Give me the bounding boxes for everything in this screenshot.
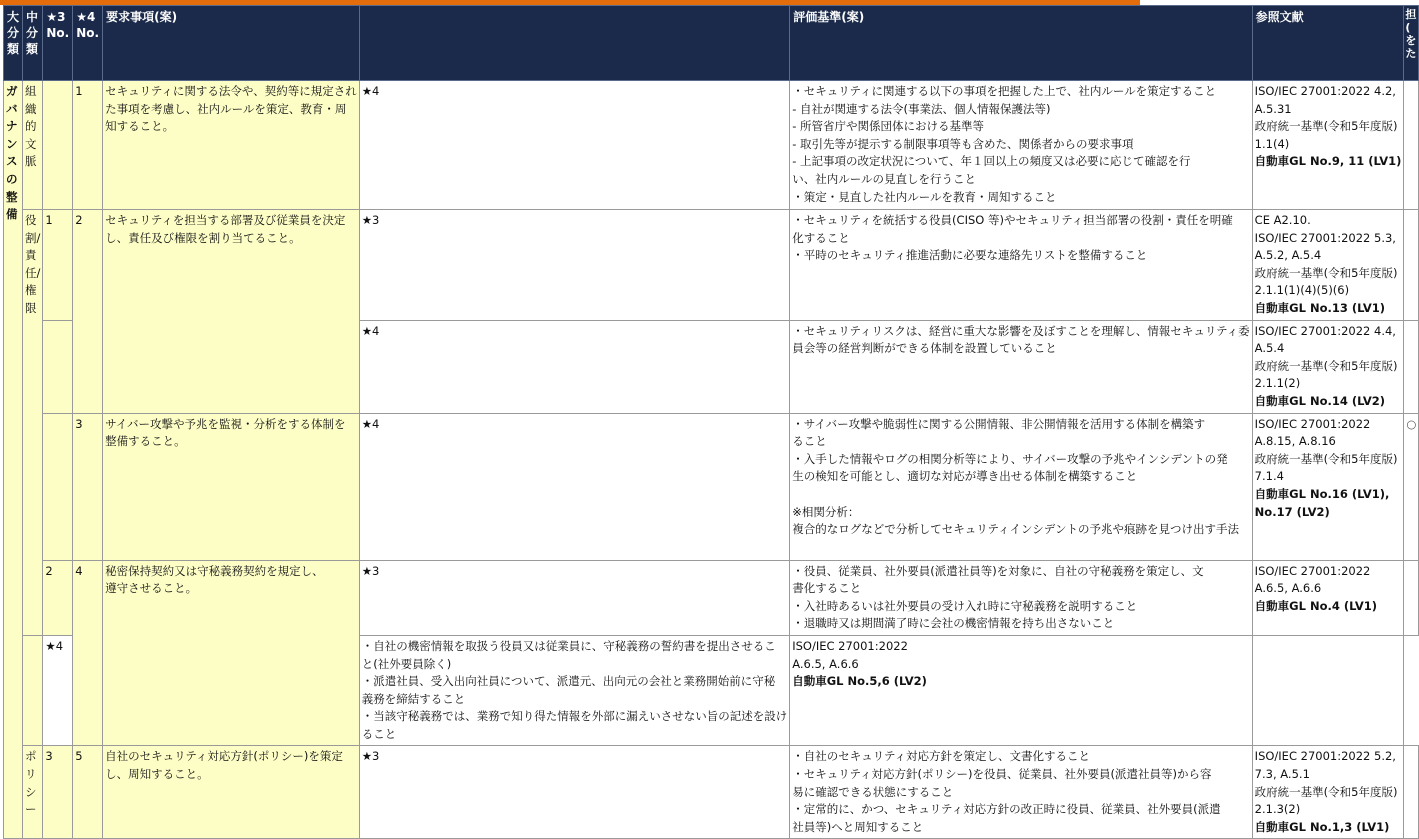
- text-line: 自動車GL No.14 (LV2): [1254, 393, 1386, 408]
- text-line: ・策定・見直した社内ルールを教育・周知すること: [792, 189, 1057, 204]
- text-line: 政府統一基準(令和5年度版): [1254, 119, 1398, 134]
- criteria-cell: [790, 210, 1252, 321]
- star3-no-cell: 3: [43, 746, 73, 839]
- text-line: 自動車GL No.1,3 (LV1): [1254, 819, 1390, 834]
- text-line: い、社内ルールの見直しを行うこと: [792, 171, 976, 186]
- text-line: ・セキュリティ対応方針(ポリシー)を役員、従業員、社外要員(派遣社員等)から容: [792, 767, 1212, 782]
- header-major-category: 大分類: [4, 6, 23, 81]
- criteria-cell: [359, 635, 790, 746]
- major-category-cell: ガバナンスの整備: [4, 81, 23, 839]
- text-line: A.5.2, A.5.4: [1254, 248, 1322, 263]
- requirement-cell: [103, 746, 360, 839]
- table-row: [4, 413, 1419, 560]
- criteria-cell: [790, 746, 1252, 839]
- text-line: ・平時のセキュリティ推進活動に必要な連絡先リストを整備すること: [792, 248, 1148, 263]
- text-line: ・自社の機密情報を取扱う役員又は従業員に、守秘義務の誓約書を提出させるこ: [361, 638, 776, 653]
- extra-cell: [1404, 320, 1419, 413]
- text-line: 自動車GL No.16 (LV1),: [1254, 486, 1390, 501]
- star3-no-cell: [43, 81, 73, 210]
- text-line: 秘密保持契約又は守秘義務契約を規定し、: [105, 563, 324, 578]
- text-line: ISO/IEC 27001:2022 4.4,: [1254, 323, 1396, 338]
- header-criteria: 評価基準(案): [790, 6, 1252, 81]
- text-line: し、責任及び権限を割り当てること。: [105, 230, 301, 245]
- text-line: た事項を考慮し、社内ルールを策定、教育・周: [105, 101, 347, 116]
- star4-no-cell: 4: [73, 560, 103, 746]
- level-cell: ★4: [359, 413, 790, 560]
- requirement-cell: [103, 210, 360, 414]
- text-line: 政府統一基準(令和5年度版): [1254, 451, 1398, 466]
- star4-no-cell: 3: [73, 413, 103, 560]
- reference-cell: [790, 635, 1252, 746]
- text-line: ISO/IEC 27001:2022: [1254, 563, 1371, 578]
- star4-no-cell: 2: [73, 210, 103, 414]
- text-line: - 取引先等が提示する制限事項等も含めた、関係者からの要求事項: [792, 136, 1134, 151]
- header-requirement: 要求事項(案): [103, 6, 360, 81]
- text-line: 政府統一基準(令和5年度版): [1254, 784, 1398, 799]
- level-cell: ★3: [359, 746, 790, 839]
- level-cell: ★4: [359, 81, 790, 210]
- text-line: 自動車GL No.13 (LV1): [1254, 300, 1386, 315]
- text-line: セキュリティを担当する部署及び従業員を決定: [105, 213, 346, 227]
- text-line: 7.3, A.5.1: [1254, 767, 1310, 782]
- level-cell: ★3: [359, 210, 790, 321]
- extra-cell: [1252, 635, 1404, 746]
- text-line: ・入手した情報やログの相関分析等により、サイバー攻撃の予兆やインシデントの発: [792, 451, 1228, 466]
- text-line: ・当該守秘義務では、業務で知り得た情報を外部に漏えいさせない旨の記述を設け: [361, 709, 788, 724]
- text-line: ・サイバー攻撃や脆弱性に関する公開情報、非公開情報を活用する体制を構築す: [792, 416, 1206, 431]
- text-line: ・入社時あるいは社外要員の受け入れ時に守秘義務を説明すること: [792, 598, 1138, 613]
- text-line: 自動車GL No.5,6 (LV2): [792, 674, 927, 689]
- star3-no-cell: 2: [43, 560, 73, 635]
- requirement-cell: [103, 560, 360, 746]
- text-line: - 自社が関連する法令(事業法、個人情報保護法等): [792, 101, 1051, 116]
- text-line: セキュリティに関する法令や、契約等に規定され: [105, 84, 357, 98]
- text-line: 2.1.1(2): [1254, 376, 1301, 391]
- reference-cell: [1252, 560, 1404, 635]
- star3-no-cell: [43, 320, 73, 413]
- header-star4-no: ★4 No.: [73, 6, 103, 81]
- star3-no-cell: [23, 635, 43, 746]
- text-line: A.8.15, A.8.16: [1254, 434, 1336, 449]
- text-line: ISO/IEC 27001:2022 5.3,: [1254, 230, 1396, 245]
- text-line: No.17 (LV2): [1254, 504, 1330, 519]
- text-line: 義務を締結すること: [361, 691, 466, 706]
- reference-cell: [1252, 81, 1404, 210]
- extra-cell: ○: [1404, 413, 1419, 560]
- text-line: 整備すること。: [105, 434, 186, 449]
- text-line: 自動車GL No.9, 11 (LV1): [1254, 154, 1402, 169]
- table-row: [4, 81, 1419, 210]
- text-line: A.5.31: [1254, 101, 1292, 116]
- requirements-table: [3, 5, 1419, 839]
- text-line: 自社のセキュリティ対応方針(ポリシー)を策定: [105, 749, 343, 764]
- text-line: 社員等)へと周知すること: [792, 819, 924, 834]
- text-line: ・セキュリティを統括する役員(CISO 等)やセキュリティ担当部署の役割・責任を明確: [792, 213, 1233, 227]
- text-line: と(社外要員除く): [361, 656, 452, 671]
- header-references: 参照文献: [1252, 6, 1404, 81]
- criteria-cell: [790, 560, 1252, 635]
- mid-category-cell: 役割/責任/権限: [23, 210, 43, 636]
- text-line: 化すること: [792, 230, 850, 245]
- text-line: ISO/IEC 27001:2022: [792, 638, 908, 653]
- text-line: ISO/IEC 27001:2022 4.2,: [1254, 84, 1396, 98]
- extra-cell: [1404, 210, 1419, 321]
- text-line: 生の検知を可能とし、適切な対応が導き出せる体制を構築すること: [792, 469, 1138, 484]
- header-extra: 担 ( を た: [1404, 6, 1419, 81]
- text-line: ・セキュリティに関連する以下の事項を把握した上で、社内ルールを策定すること: [792, 84, 1217, 98]
- text-line: 政府統一基準(令和5年度版): [1254, 265, 1398, 280]
- text-line: 員会等の経営判断ができる体制を設置していること: [792, 341, 1057, 356]
- text-line: 2.1.3(2): [1254, 802, 1301, 817]
- text-line: ること: [792, 434, 827, 449]
- text-line: ・派遣社員、受入出向社員について、派遣元、出向元の会社と業務開始前に守秘: [361, 674, 776, 689]
- text-line: CE A2.10.: [1254, 213, 1311, 227]
- text-line: ・退職時又は期間満了時に会社の機密情報を持ち出さないこと: [792, 616, 1115, 631]
- text-line: ※相関分析：: [792, 504, 860, 519]
- reference-cell: [1252, 746, 1404, 839]
- level-cell: ★4: [43, 635, 73, 746]
- star3-no-cell: 1: [43, 210, 73, 321]
- text-line: し、周知すること。: [105, 767, 209, 782]
- reference-cell: [1252, 320, 1404, 413]
- requirement-cell: [103, 413, 360, 560]
- star4-no-cell: 5: [73, 746, 103, 839]
- star3-no-cell: [43, 413, 73, 560]
- table-row: [4, 746, 1419, 839]
- text-line: 遵守させること。: [105, 581, 198, 596]
- text-line: 自動車GL No.4 (LV1): [1254, 598, 1377, 613]
- criteria-cell: [790, 320, 1252, 413]
- reference-cell: [1252, 413, 1404, 560]
- level-cell: ★4: [359, 320, 790, 413]
- criteria-cell: [790, 81, 1252, 210]
- mid-category-cell: 組織的文脈: [23, 81, 43, 210]
- table-row: [4, 210, 1419, 321]
- criteria-cell: [790, 413, 1252, 560]
- text-line: ること: [361, 726, 397, 741]
- text-line: サイバー攻撃や予兆を監視・分析をする体制を: [105, 416, 346, 431]
- extra-cell: [1404, 81, 1419, 210]
- header-row: [4, 6, 1419, 81]
- table-row: [4, 560, 1419, 635]
- reference-cell: [1252, 210, 1404, 321]
- blank-line: [792, 486, 1249, 504]
- text-line: 政府統一基準(令和5年度版): [1254, 358, 1398, 373]
- text-line: 1.1(4): [1254, 136, 1290, 151]
- text-line: 書化すること: [792, 581, 862, 596]
- text-line: ISO/IEC 27001:2022: [1254, 416, 1371, 431]
- level-cell: ★3: [359, 560, 790, 635]
- header-star3-no: ★3 No.: [43, 6, 73, 81]
- extra-cell: [1404, 746, 1419, 839]
- text-line: A.6.5, A.6.6: [1254, 581, 1322, 596]
- text-line: ISO/IEC 27001:2022 5.2,: [1254, 749, 1396, 764]
- text-line: 7.1.4: [1254, 469, 1284, 484]
- requirement-cell: [103, 81, 360, 210]
- star4-no-cell: 1: [73, 81, 103, 210]
- text-line: 易に確認できる状態にすること: [792, 784, 954, 799]
- text-line: ・セキュリティリスクは、経営に重大な影響を及ぼすことを理解し、情報セキュリティ委: [792, 323, 1250, 338]
- text-line: A.5.4: [1254, 341, 1285, 356]
- text-line: 知すること。: [105, 119, 175, 134]
- text-line: - 上記事項の改定状況について、年１回以上の頻度又は必要に応じて確認を行: [792, 154, 1191, 169]
- text-line: 2.1.1(1)(4)(5)(6): [1254, 283, 1350, 298]
- text-line: ・定常的に、かつ、セキュリティ対応方針の改正時に役員、従業員、社外要員(派遣: [792, 802, 1221, 817]
- header-level: [359, 6, 790, 81]
- text-line: ・役員、従業員、社外要員(派遣社員等)を対象に、自社の守秘義務を策定し、文: [792, 563, 1204, 578]
- header-mid-category: 中分類: [23, 6, 43, 81]
- mid-category-cell: ポリシー: [23, 746, 43, 839]
- text-line: ・自社のセキュリティ対応方針を策定し、文書化すること: [792, 749, 1091, 764]
- text-line: A.6.5, A.6.6: [792, 656, 859, 671]
- extra-cell: [1404, 560, 1419, 635]
- text-line: 複合的なログなどで分析してセキュリティインシデントの予兆や痕跡を見つけ出す手法: [792, 522, 1240, 537]
- text-line: - 所管省庁や関係団体における基準等: [792, 119, 985, 134]
